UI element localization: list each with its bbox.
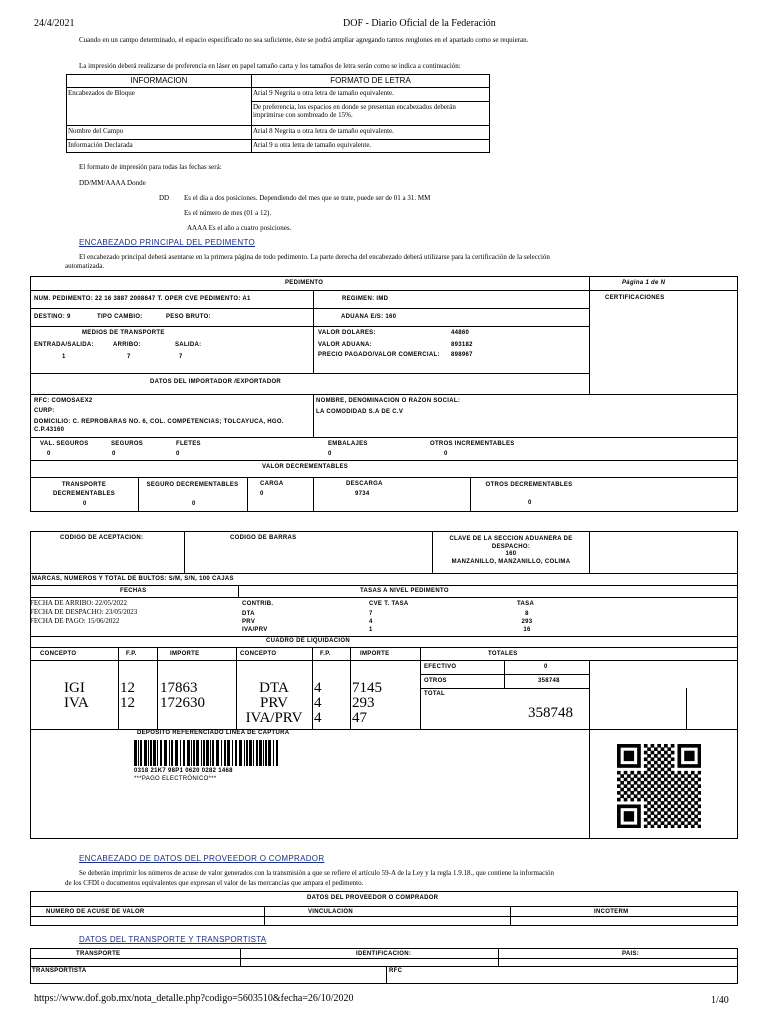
date-format-dd-text: Es el día a dos posiciones. Dependiendo del mes que se trate, puede ser de 01 a 31. MM — [184, 194, 431, 202]
medios-transporte-title: MEDIOS DE TRANSPORTE — [82, 330, 165, 336]
main-header-section-text: El encabezado principal deberá asentarse en la primera página de todo pedimento. La parte derecha del encabezado deberá utilizarse para la certificación de la selección automatizada. — [65, 253, 550, 270]
carga-value: 0 — [260, 491, 264, 497]
fletes-value: 0 — [176, 451, 180, 457]
contrib-column — [242, 610, 268, 634]
cve-tasa-label: CVE T. TASA — [369, 601, 409, 607]
seguro-decrementables-value: 0 — [192, 501, 196, 507]
right-importes — [352, 681, 382, 726]
contrib-name: IVA/PRV — [242, 627, 268, 633]
razon-social-value: LA COMODIDAD S.A DE C.V — [316, 409, 404, 415]
otros-value: 358748 — [538, 678, 560, 684]
right-concepts — [237, 681, 311, 726]
fp-right: 4 — [314, 710, 322, 726]
entrada-salida-label: ENTRADA/SALIDA: — [34, 342, 94, 348]
rfc: RFC: COMOSAEX2 — [34, 398, 93, 404]
entrada-salida-value: 1 — [62, 354, 66, 360]
destino: DESTINO: 9 — [34, 314, 71, 320]
format-table-row-format: Arial 9 u otra letra de tamaño equivalente. — [252, 140, 490, 153]
pais-label: PAIS: — [622, 951, 640, 957]
fp-left: 12 — [120, 695, 135, 711]
format-table-row-format: Arial 9 Negrita u otra letra de tamaño equivalente. — [252, 88, 490, 102]
salida-value: 7 — [179, 354, 183, 360]
aduana: ADUANA E/S: 160 — [341, 314, 397, 320]
otros-incrementables-label: OTROS INCREMENTABLES — [430, 441, 515, 447]
fletes-label: FLETES — [176, 441, 201, 447]
cve-tasa-value: 4 — [369, 619, 373, 625]
tasa-value: 16 — [523, 627, 531, 633]
clave-seccion-label: CLAVE DE LA SECCION ADUANERA DE DESPACHO: — [449, 536, 573, 550]
seguro-decrementables-label: SEGURO DECREMENTABLES — [146, 482, 239, 488]
val-seguros-label: VAL. SEGUROS — [40, 441, 89, 447]
fechas-title: FECHAS — [120, 588, 147, 594]
payment-barcode — [134, 740, 280, 766]
date-format-mm-text: Es el número de mes (01 a 12). — [184, 209, 272, 217]
importe-right: 47 — [352, 710, 367, 726]
descarga-label: DESCARGA — [346, 481, 383, 487]
print-date: 24/4/2021 — [34, 18, 75, 29]
transporte-label: TRANSPORTE — [76, 951, 121, 957]
pedimento-title: PEDIMENTO — [285, 280, 324, 286]
fp-right: 4 — [314, 695, 322, 711]
page-title: DOF - Diario Oficial de la Federación — [343, 18, 496, 29]
format-table-row-info: Encabezados de Bloque — [67, 88, 252, 126]
liq-header-concepto-left: CONCEPTO — [40, 651, 77, 657]
left-importes — [160, 681, 205, 711]
efectivo-value: 0 — [544, 664, 548, 670]
date-format-line-1: El formato de impresión para todas las fechas será: — [79, 163, 222, 171]
fp-right: 4 — [314, 680, 322, 696]
format-table-row-info: Información Declarada — [67, 140, 252, 153]
importe-left: 172630 — [160, 695, 205, 711]
descarga-value: 9734 — [355, 491, 370, 497]
concepto-right: PRV — [260, 695, 288, 711]
intro-paragraph-2: La impresión deberá realizarse de preferencia en láser en papel tamaño carta y los tamaños de letra serán como se indica a continuación: — [79, 62, 461, 70]
concepto-left: IVA — [64, 695, 89, 711]
liq-header-fp-right: F.P. — [320, 651, 331, 657]
incoterm-label: INCOTERM — [594, 909, 629, 915]
left-fp — [120, 681, 135, 711]
liq-header-importe-right: IMPORTE — [360, 651, 390, 657]
tasas-title: TASAS A NIVEL PEDIMENTO — [360, 588, 449, 594]
total-label: TOTAL — [424, 691, 445, 697]
liq-header-fp-left: F.P. — [126, 651, 137, 657]
format-table-row-format: Arial 8 Negrita u otra letra de tamaño equivalente. — [252, 126, 490, 140]
val-seguros-value: 0 — [47, 451, 51, 457]
carga-label: CARGA — [260, 481, 284, 487]
otros-label: OTROS — [424, 678, 447, 684]
cuadro-liquidacion-title: CUADRO DE LIQUIDACION — [266, 638, 350, 644]
left-concepts — [64, 681, 89, 711]
page-url[interactable]: https://www.dof.gob.mx/nota_detalle.php?codigo=5603510&fecha=26/10/2020 — [34, 993, 354, 1004]
tasa-label: TASA — [517, 601, 535, 607]
domicilio: DOMICILIO: C. REPROBARAS NO. 6, COL. COMPETENCIAS; TOLCAYUCA, HGO. C.P.43160 — [34, 419, 284, 433]
format-table-row-format: De preferencia, los espacios en donde se presentan encabezados deberán imprimirse con sombreado de 15%. — [252, 102, 490, 126]
curp: CURP: — [34, 408, 55, 414]
liq-header-totales: TOTALES — [488, 651, 518, 657]
concepto-right: DTA — [259, 680, 289, 696]
marcas-bultos: MARCAS, NUMEROS Y TOTAL DE BULTOS: S/M, S/N, 100 CAJAS — [32, 576, 234, 582]
concepto-right: IVA/PRV — [245, 710, 303, 726]
numero-pedimento: NUM. PEDIMENTO: 22 16 3887 2008647 T. OPER CVE PEDIMENTO: A1 — [34, 296, 251, 302]
salida-label: SALIDA: — [175, 342, 202, 348]
precio-pagado-label: PRECIO PAGADO/VALOR COMERCIAL: — [318, 352, 440, 358]
importe-left: 17863 — [160, 680, 198, 696]
decrementables-title: VALOR DECREMENTABLES — [262, 464, 349, 470]
font-format-table — [66, 74, 490, 153]
page-counter: 1/40 — [711, 995, 729, 1006]
fechas-list — [30, 599, 137, 626]
right-fp — [314, 681, 322, 726]
intro-paragraph-1: Cuando en un campo determinado, el espacio especificado no sea suficiente, éste se podrá ampliar agregando tantos renglones en el apartado como se requieran. — [79, 36, 529, 44]
importador-title: DATOS DEL IMPORTADOR /EXPORTADOR — [150, 379, 282, 385]
proveedor-section-text: Se deberán imprimir los números de acuse de valor generados con la transmisión a que se refiere el artículo 59-A de la Ley y la regla 1.9.18., que contiene la información de los CFDI o documentos equivalentes que expresan el valor de las mercancías que ampara el pedimento. — [65, 869, 555, 887]
liq-header-concepto-right: CONCEPTO — [240, 651, 277, 657]
precio-pagado-value: 898967 — [451, 352, 473, 358]
transporte-decrementables-label: TRANSPORTE DECREMENTABLES — [52, 482, 116, 497]
page-number-label: Página 1 de N — [622, 280, 666, 286]
valor-aduana-label: VALOR ADUANA: — [318, 342, 372, 348]
date-format-dd-key: DD — [159, 194, 170, 202]
acuse-valor-label: NUMERO DE ACUSE DE VALOR — [46, 909, 145, 915]
proveedor-table-title: DATOS DEL PROVEEDOR O COMPRADOR — [307, 895, 439, 901]
cve-tasa-value: 7 — [369, 611, 373, 617]
vinculacion-label: VINCULACION — [308, 909, 353, 915]
embalajes-value: 0 — [328, 451, 332, 457]
clave-seccion-place: MANZANILLO, MANZANILLO, COLIMA — [451, 559, 571, 565]
fp-left: 12 — [120, 680, 135, 696]
transportista-label: TRANSPORTISTA — [32, 968, 87, 974]
otros-decrementables-label: OTROS DECREMENTABLES — [485, 482, 573, 488]
qr-code-icon — [617, 744, 701, 828]
otros-incrementables-value: 0 — [444, 451, 448, 457]
format-table-row-info: Nombre del Campo — [67, 126, 252, 140]
tasa-column — [497, 610, 557, 634]
format-table-header-info: INFORMACION — [67, 75, 252, 88]
cve-tasa-value: 1 — [369, 627, 373, 633]
codigo-barras-label: CODIGO DE BARRAS — [230, 535, 297, 541]
arribo-label: ARRIBO: — [113, 342, 141, 348]
format-table-header-format: FORMATO DE LETRA — [252, 75, 490, 88]
certificaciones-label: CERTIFICACIONES — [605, 295, 665, 301]
date-format-line-2: DD/MM/AAAA Donde — [79, 179, 146, 187]
fecha-despacho: FECHA DE DESPACHO: 23/05/2023 — [30, 608, 138, 616]
clave-seccion-value: 160 — [505, 551, 517, 557]
fecha-pago: FECHA DE PAGO: 15/06/2022 — [30, 617, 120, 625]
efectivo-label: EFECTIVO — [424, 664, 457, 670]
transporte-decrementables-value: 0 — [83, 501, 87, 507]
seguros-label: SEGUROS — [111, 441, 144, 447]
regimen: REGIMEN: IMD — [342, 296, 389, 302]
tipo-cambio: TIPO CAMBIO: — [97, 314, 143, 320]
contrib-name: PRV — [242, 619, 256, 625]
transporte-section-title[interactable]: DATOS DEL TRANSPORTE Y TRANSPORTISTA — [79, 935, 267, 944]
razon-social-label: NOMBRE, DENOMINACION O RAZON SOCIAL: — [316, 398, 461, 404]
deposito-title: DEPOSITO REFERENCIADO LINEA DE CAPTURA — [137, 730, 290, 736]
contrib-name: DTA — [242, 611, 255, 617]
valor-dolares-value: 44860 — [451, 330, 470, 336]
main-header-section-title[interactable]: ENCABEZADO PRINCIPAL DEL PEDIMENTO — [79, 238, 256, 247]
otros-decrementables-value: 0 — [528, 500, 532, 506]
transportista-rfc-label: RFC — [389, 968, 403, 974]
liq-header-importe-left: IMPORTE — [170, 651, 200, 657]
linea-captura-number: 0318 21K7 98P1 0620 0282 1468 — [134, 768, 233, 774]
peso-bruto: PESO BRUTO: — [166, 314, 211, 320]
importe-right: 7145 — [352, 680, 382, 696]
identificacion-label: IDENTIFICACION: — [356, 951, 412, 957]
pago-electronico: ***PAGO ELECTRÓNICO*** — [134, 776, 217, 782]
codigo-aceptacion-label: CODIGO DE ACEPTACION: — [60, 535, 144, 541]
contrib-label: CONTRIB. — [242, 601, 274, 607]
concepto-left: IGI — [64, 680, 85, 696]
seguros-value: 0 — [112, 451, 116, 457]
tasa-value: 8 — [525, 611, 529, 617]
embalajes-label: EMBALAJES — [328, 441, 368, 447]
total-value: 358748 — [528, 705, 573, 721]
valor-dolares-label: VALOR DOLARES: — [318, 330, 376, 336]
date-format-aaaa-text: AAAA Es el año a cuatro posiciones. — [187, 224, 292, 232]
valor-aduana-value: 893182 — [451, 342, 473, 348]
fecha-arribo: FECHA DE ARRIBO: 22/05/2022 — [30, 599, 128, 607]
tasa-value: 293 — [521, 619, 533, 625]
proveedor-section-title[interactable]: ENCABEZADO DE DATOS DEL PROVEEDOR O COMPRADOR — [79, 854, 325, 863]
importe-right: 293 — [352, 695, 375, 711]
arribo-value: 7 — [127, 354, 131, 360]
cve-tasa-column — [369, 610, 373, 634]
